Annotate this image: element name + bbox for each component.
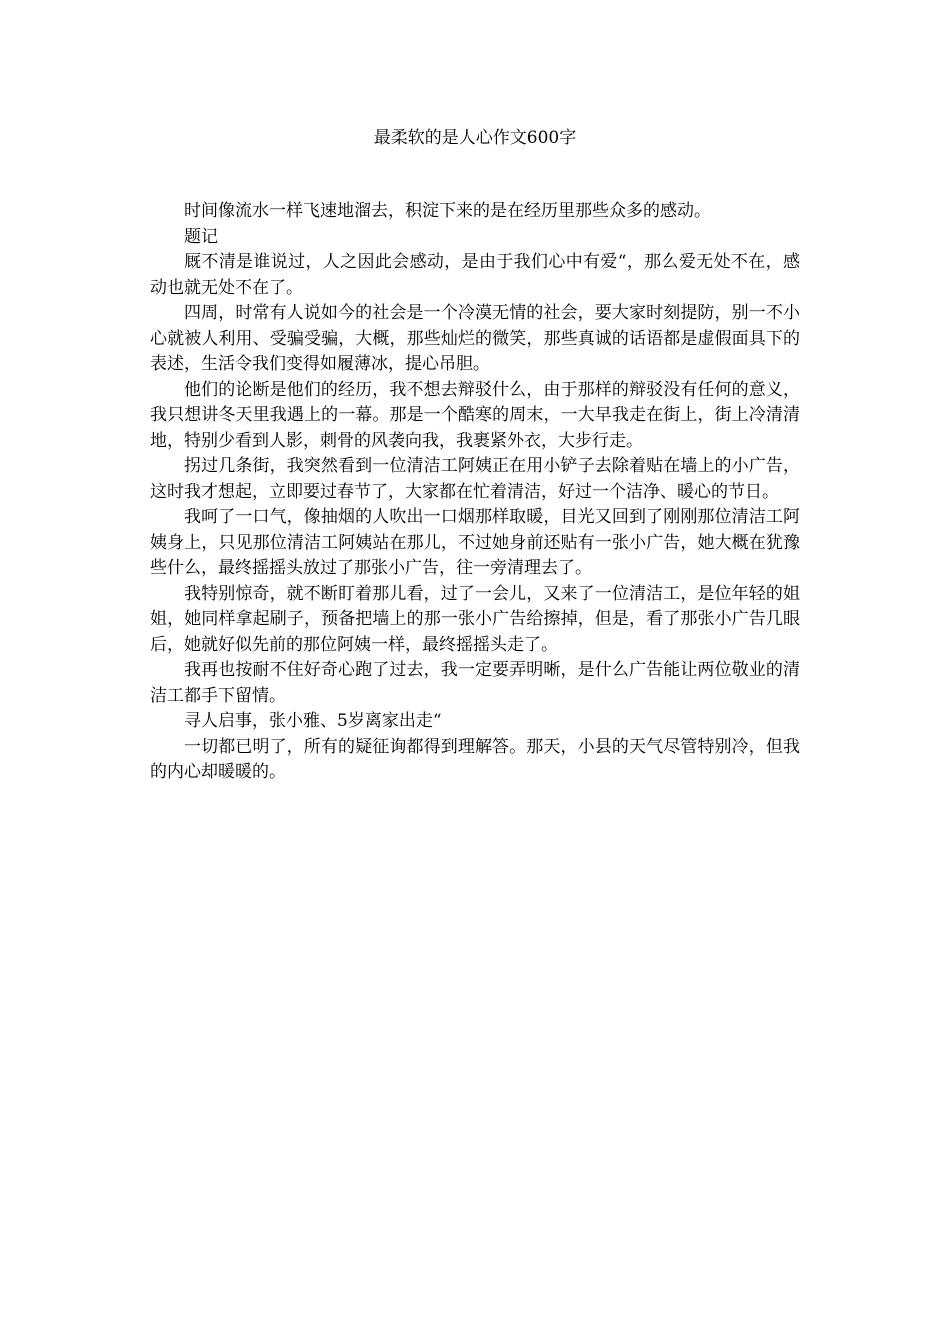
paragraph-4: 四周，时常有人说如今的社会是一个冷漠无情的社会，要大家时刻提防，别一不小心就被人利用、受骗受骗，大概，那些灿烂的微笑，那些真诚的话语都是虚假面具下的表述，生活令我们变得如履薄冰，提心吊胆。 <box>150 303 800 374</box>
paragraph-3: 厩不清是谁说过，人之因此会感动，是由于我们心中有爱“，那么爱无处不在，感动也就无处不在了。 <box>150 252 800 298</box>
document-body <box>150 199 800 786</box>
paragraph-9: 我再也按耐不住好奇心跑了过去，我一定要弄明晰，是什么广告能让两位敬业的清洁工都手下留情。 <box>150 660 800 706</box>
paragraph-5: 他们的论断是他们的经历，我不想去辩驳什么，由于那样的辩驳没有任何的意义，我只想讲冬天里我遇上的一幕。那是一个酷寒的周末，一大早我走在街上，街上冷清清地，特别少看到人影，刺骨的风袭向我，我裹紧外衣，大步行走。 <box>150 379 800 451</box>
document-title: 最柔软的是人心作文600字 <box>373 128 577 148</box>
paragraph-8: 我特别惊奇，就不断盯着那儿看，过了一会儿，又来了一位清洁工，是位年轻的姐姐，她同样拿起刷子，预备把墙上的那一张小广告给擦掉，但是，看了那张小广告几眼后，她就好似先前的那位阿姨一样，最终摇摇头走了。 <box>150 583 800 655</box>
paragraph-7: 我呵了一口气，像抽烟的人吹出一口烟那样取暖，目光又回到了刚刚那位清洁工阿姨身上，只见那位清洁工阿姨站在那儿，不过她身前还贴有一张小广告，她大概在犹豫些什么，最终摇摇头放过了那张小广告，往一旁清理去了。 <box>150 507 800 578</box>
paragraph-2: 题记 <box>184 226 218 247</box>
paragraph-11: 一切都已明了，所有的疑征询都得到理解答。那天，小县的天气尽管特别冷，但我的内心却暖暖的。 <box>150 736 800 782</box>
paragraph-10: 寻人启事，张小雅、5岁离家出走“ <box>184 711 442 731</box>
paragraph-6: 拐过几条街，我突然看到一位清洁工阿姨正在用小铲子去除着贴在墙上的小广告，这时我才想起，立即要过春节了，大家都在忙着清洁，好过一个洁净、暖心的节日。 <box>150 456 800 502</box>
paragraph-1: 时间像流水一样飞速地溜去，积淀下来的是在经历里那些众多的感动。 <box>184 201 711 221</box>
